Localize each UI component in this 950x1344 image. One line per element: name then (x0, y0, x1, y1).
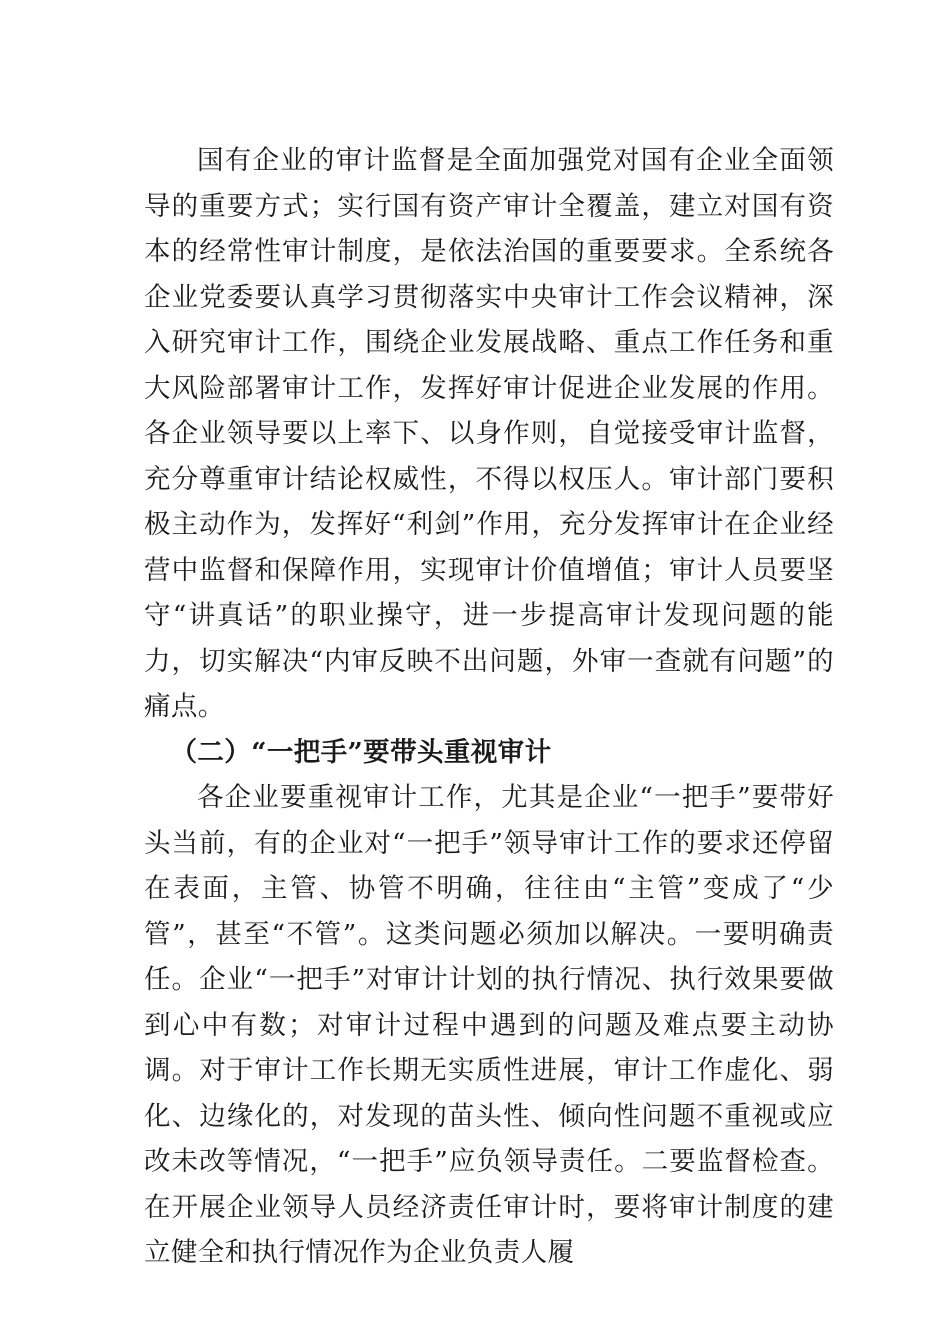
paragraph-leader-responsibility: 各企业要重视审计工作，尤其是企业“一把手”要带好头当前，有的企业对“一把手”领导审计工作的要求还停留在表面，主管、协管不明确，往往由“主管”变成了“少管”，甚至“不管”。这类问题必须加以解决。一要明确责任。企业“一把手”对审计计划的执行情况、执行效果要做到心中有数；对审计过程中遇到的问题及难点要主动协调。对于审计工作长期无实质性进展，审计工作虚化、弱化、边缘化的，对发现的苗头性、倾向性问题不重视或应改未改等情况，“一把手”应负领导责任。二要监督检查。在开展企业领导人员经济责任审计时，要将审计制度的建立健全和执行情况作为企业负责人履 (144, 782, 834, 1268)
section-heading: （二）“一把手”要带头重视审计 (170, 736, 552, 768)
document-body (144, 138, 834, 1276)
paragraph-audit-supervision: 国有企业的审计监督是全面加强党对国有企业全面领导的重要方式；实行国有资产审计全覆盖，建立对国有资本的经常性审计制度，是依法治国的重要要求。全系统各企业党委要认真学习贯彻落实中央审计工作会议精神，深入研究审计工作，围绕企业发展战略、重点工作任务和重大风险部署审计工作，发挥好审计促进企业发展的作用。各企业领导要以上率下、以身作则，自觉接受审计监督，充分尊重审计结论权威性，不得以权压人。审计部门要积极主动作为，发挥好“利剑”作用，充分发挥审计在企业经营中监督和保障作用，实现审计价值增值；审计人员要坚守“讲真话”的职业操守，进一步提高审计发现问题的能力，切实解决“内审反映不出问题，外审一查就有问题”的痛点。 (144, 145, 834, 722)
